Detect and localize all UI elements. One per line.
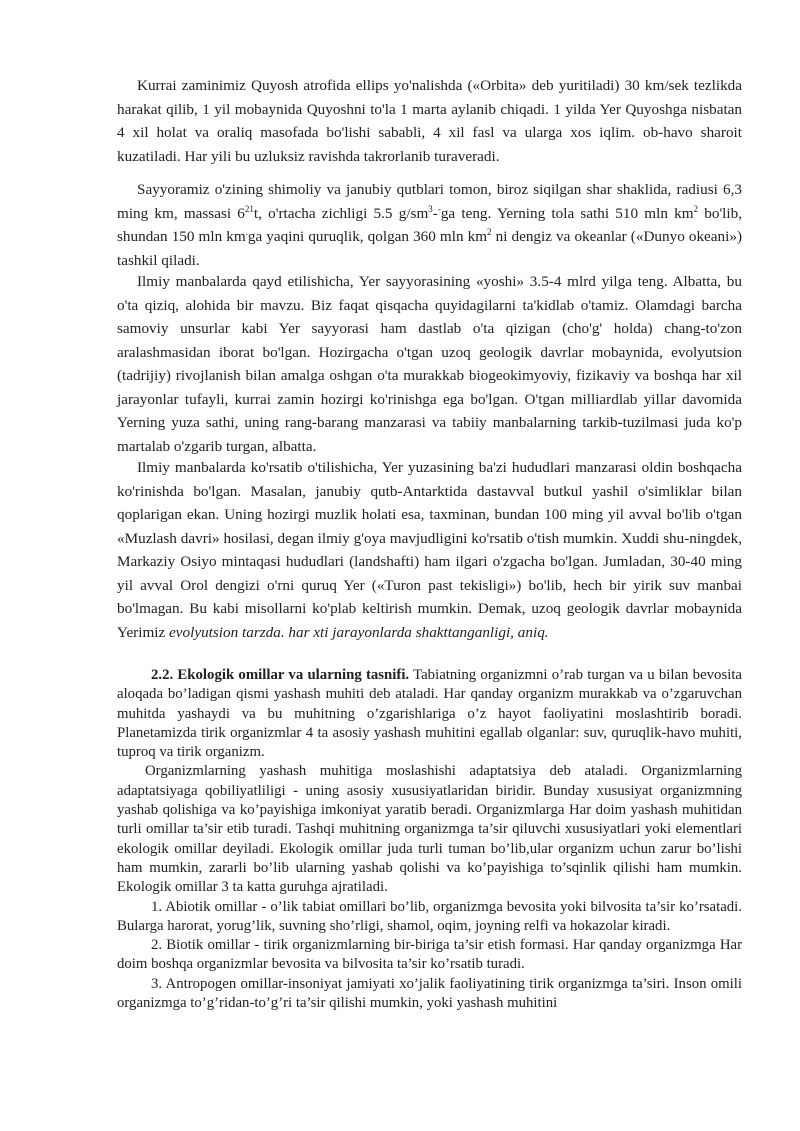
superscript: . [245,226,248,237]
text-segment: Tabiatning organizmni o’rab turgan va u bilan bevosita aloqada bo’ladigan qismi yashash muhiti deb ataladi. Har qanday organizm murakkab va o’zgaruvchan muhitda yashaydi va bu muhitning o’zgarishlariga o’z hayot faoliyatini moslashtirib boradi. Planetamizda tirik organizmlar 4 ta asosiy yashash muhitini egallab olganlar: suv, quruqlik-havo muhiti, tuproq va tirik organizm. [117,667,742,761]
list-item-abiotic: 1. Abiotik omillar - o’lik tabiat omillari bo’lib, organizmga bevosita yoki bilvosita ta’sir ko’rsatadi. Bularga harorat, yorug’lik, suvning sho’rligi, shamol, oqim, joyning relfi va hokazolar kiradi. [117,898,742,934]
list-item-biotic: 2. Biotik omillar - tirik organizmlarning bir-biriga ta’sir etish formasi. Har qanday organizmga Har doim boshqa organizmlar bevosita va bilvosita ta’sir ko’rsatib turadi. [117,937,742,973]
text-segment: - [432,204,438,222]
superscript: 3 [428,203,433,214]
text-segment: ga teng. Yerning tola sathi 510 mln km [440,204,694,222]
italic-text: evolyutsion tarzda. har xti jarayonlarda shakttanganligi, aniq. [169,623,549,641]
superscript: 2 [487,226,492,237]
section-ecological-factors [117,666,742,1013]
text-segment: Ilmiy manbalarda ko'rsatib o'tilishicha, Yer yuzasining ba'zi hududlari manzarasi oldin boshqacha ko'rinishda bo'lgan. Masalan, janubiy qutb-Antarktida dastavval butkul yashil o'simliklar bilan qoplarigan ekan. Uning hozirgi muzlik holati esa, taxminan, bundan 100 ming yil avval bo'lib o'tgan «Muzlash davri» hosilasi, degan ilmiy g'oya mavjudligini ko'rsatib o'tish mumkin. Xuddi shu-ningdek, Markaziy Osiyo mintaqasi hududlari (landshafti) ham ilgari o'zgacha bo'lgan. Jumladan, 30-40 ming yil avval Orol dengizi o'rni quruq Yer («Turon past tekisligi») bo'lib, hech bir yirik suv manbai bo'lmagan. Bu kabi misollarni ko'plab keltirish mumkin. Demak, uzoq geologik davrlar mobaynida Yerimiz [117,459,742,641]
superscript: - [437,203,441,214]
text-segment: t, o'rtacha zichligi 5.5 g/sm [253,204,429,222]
paragraph-earth-age: Ilmiy manbalarda qayd etilishicha, Yer sayyorasining «yoshi» 3.5-4 mlrd yilga teng. Albatta, bu o'ta qiziq, alohida bir mavzu. Biz faqat qisqacha quyidagilarni ta'kidlab o'tamiz. Olamdagi barcha samoviy unsurlar kabi Yer sayyorasi ham dastlab o'ta qizigan (cho'g' holda) chang-to'zon aralashmasidan iborat bo'lgan. Hozirgacha o'tgan uzoq geologik davrlar mobaynida, evolyutsion (tadrijiy) rivojlanish bilan amalga oshgan o'ta murakkab biogeokimyoviy, fizikaviy va boshqa har xil jarayonlar tufayli, kurrai zamin hozirgi ko'rinishga ega bo'lgan. O'tgan milliardlab yillar davomida Yerning yuza sathi, uning rang-barang manzarasi va tabiiy manbalarning tarkib-tuzilmasi juda ko'p martalab o'zgarib turgan, albatta. [117,273,742,455]
section-heading: 2.2. Ekologik omillar va ularning tasnifi. [151,667,410,683]
list-item-anthropogenic: 3. Antropogen omillar-insoniyat jamiyati xo’jalik faoliyatining tirik organizmga ta’siri. Inson omili organizmga to’g’ridan-to’g’ri ta’sir qilishi mumkin, yoki yashash muhitini [117,975,742,1012]
paragraph-adaptation: Organizmlarning yashash muhitiga moslashishi adaptatsiya deb ataladi. Organizmlarning adaptatsiyaga qobiliyatliligi - uning asosiy xususiyatlaridan biridir. Bunday xususiyat organizmning yashab qolishiga va ko’payishiga imkoniyat yaratib beradi. Organizmlarga Har doim yashash muhitidan turli omillar ta’sir etib turadi. Tashqi muhitning organizmga ta’sir qiluvchi xususiyatlari yoki elementlari ekologik omillar deyiladi. Ekologik omillar juda turli tuman bo’lib,ular organizm uchun zarur bo’lishi ham mumkin, zararli bo’lib ularning yashab qolishi va ko’payishiga to’sqinlik qilishi ham mumkin. Ekologik omillar 3 ta katta guruhga ajratiladi. [117,763,742,896]
superscript: 21 [244,203,254,214]
text-segment: ni dengiz va okeanlar («Dunyo okeani») tashkil qiladi. [117,228,743,269]
paragraph-planet-shape [117,178,742,272]
superscript: 2 [693,203,699,214]
text-segment: bo'lib, shundan 150 mln km [117,204,743,245]
paragraph-orbit: Kurrai zaminimiz Quyosh atrofida ellips yo'nalishda («Orbita» deb yuritiladi) 30 km/sek tezlikda harakat qilib, 1 yil mobaynida Quyoshni to'la 1 marta aylanib chiqadi. 1 yilda Yer Quyoshga nisbatan 4 xil holat va oraliq masofada bo'lishi sababli, 4 xil fasl va ularga xos iqlim. ob-havo sharoit kuzatiladi. Har yili bu uzluksiz ravishda takrorlanib turaveradi. [117,77,742,165]
text-segment: Sayyoramiz o'zining shimoliy va janubiy qutblari tomon, biroz siqilgan shar shaklida, radiusi 6,3 ming km, massasi 6 [117,181,742,222]
paragraph-landscape-change [117,456,742,644]
section-intro [117,666,742,762]
text-segment: ga yaqini quruqlik, qolgan 360 mln km [247,228,488,245]
